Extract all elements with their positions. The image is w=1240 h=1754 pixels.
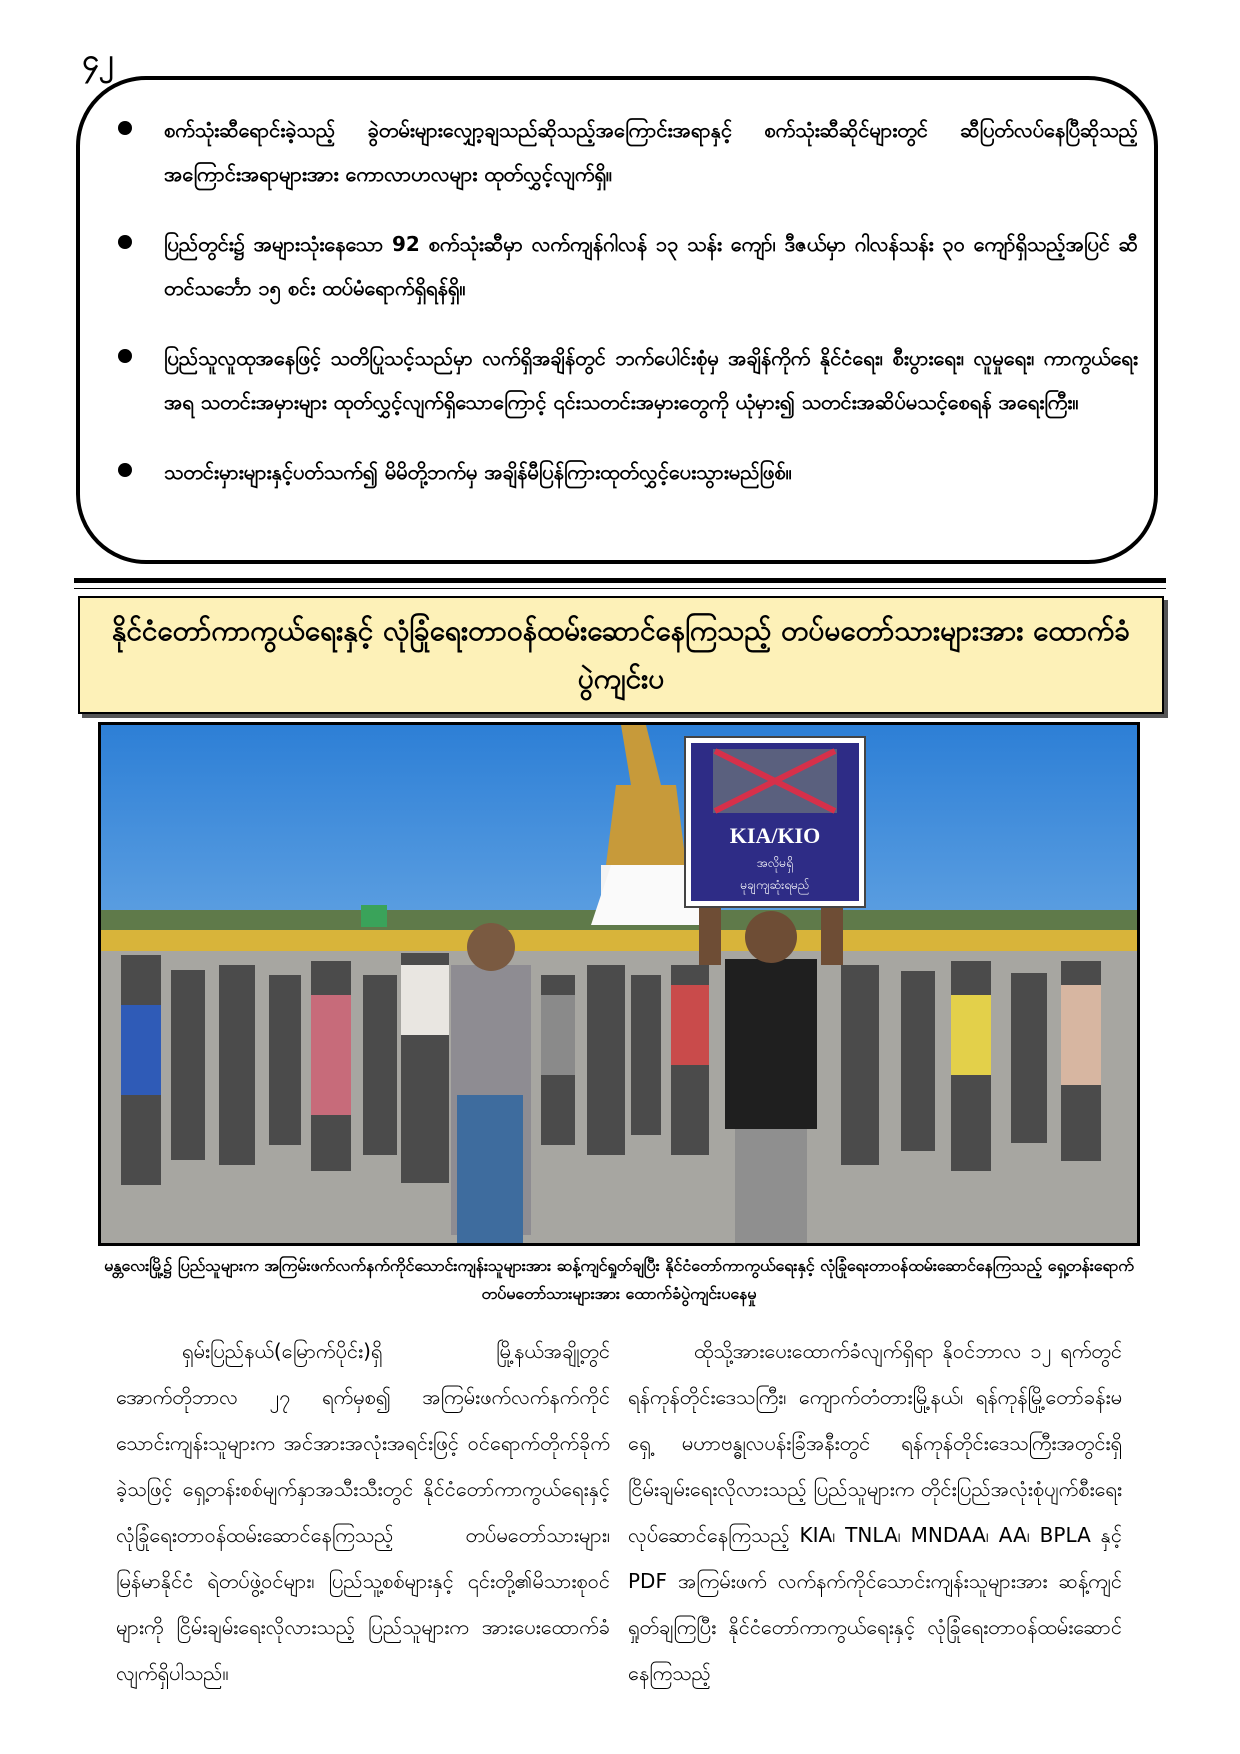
bullet-item: [118, 336, 1138, 424]
article-column-left: [116, 1328, 610, 1696]
bullet-text: စက်သုံးဆီရောင်းခဲ့သည့် ခွဲတမ်းများလျှော့ချသည်ဆိုသည့်အကြောင်းအရာနှင့် စက်သုံးဆီဆိုင်များတွင် ဆီပြတ်လပ်နေပြီဆိုသည့်အကြောင်းအရာများအား ကောလာဟလများ ထုတ်လွှင့်လျက်ရှိ။: [164, 118, 1138, 186]
article-paragraph: ထိုသို့အားပေးထောက်ခံလျက်ရှိရာ နိုဝင်ဘာလ ၁၂ ရက်တွင် ရန်ကုန်တိုင်းဒေသကြီး၊ ကျောက်တံတားမြို့နယ်၊ ရန်ကုန်မြို့တော်ခန်းမရှေ့ မဟာဗန္ဓုလပန်းခြံအနီးတွင် ရန်ကုန်တိုင်းဒေသကြီးအတွင်းရှိ ငြိမ်းချမ်းရေးလိုလားသည့် ပြည်သူများက တိုင်းပြည်အလုံးစုံပျက်စီးရေးလုပ်ဆောင်နေကြသည့် KIA၊ TNLA၊ MNDAA၊ AA၊ BPLA နှင့် PDF အကြမ်းဖက် လက်နက်ကိုင်သောင်းကျန်းသူများအား ဆန့်ကျင်ရှုတ်ချကြပြီး နိုင်ငံတော်ကာကွယ်ရေးနှင့် လုံခြုံရေးတာဝန်ထမ်းဆောင်နေကြသည့်: [628, 1339, 1122, 1685]
notice-bullet-list: [118, 108, 1138, 494]
article-column-right: [628, 1328, 1122, 1696]
headline-banner: [78, 596, 1164, 714]
page-number: ၄၂: [82, 43, 114, 78]
rally-photo: [98, 722, 1140, 1246]
photo-caption: မန္တလေးမြို့၌ ပြည်သူများက အကြမ်းဖက်လက်နက်ကိုင်သောင်းကျန်းသူများအား ဆန့်ကျင်ရှုတ်ချပြီး နိုင်ငံတော်ကာကွယ်ရေးနှင့် လုံခြုံရေးတာဝန်ထမ်းဆောင်နေကြသည့် ရှေ့တန်းရောက် တပ်မတော်သားများအား ထောက်ခံပွဲကျင်းပနေမှု: [104, 1256, 1134, 1303]
bullet-dot-icon: [118, 121, 132, 135]
bullet-item: [118, 222, 1138, 310]
bullet-dot-icon: [118, 349, 132, 363]
sign-text-line1: KIA/KIO: [729, 823, 821, 848]
bullet-dot-icon: [118, 235, 132, 249]
bullet-item: [118, 108, 1138, 196]
bullet-dot-icon: [118, 463, 132, 477]
headline-title: နိုင်ငံတော်ကာကွယ်ရေးနှင့် လုံခြုံရေးတာဝန်ထမ်းဆောင်နေကြသည့် တပ်မတော်သားများအား ထောက်ခံပွဲကျင်းပ: [111, 614, 1131, 695]
bullet-text: သတင်းမှားများနှင့်ပတ်သက်၍ မိမိတို့ဘက်မှ အချိန်မီပြန်ကြားထုတ်လွှင့်ပေးသွားမည်ဖြစ်။: [164, 460, 792, 484]
sign-text-line2: အလိုမရှိ: [756, 856, 794, 870]
sign-text-line3: မုချကျဆုံးရမည်: [740, 878, 810, 892]
section-divider-thin: [74, 588, 1166, 589]
bullet-text: ပြည်တွင်း၌ အများသုံးနေသော 92 စက်သုံးဆီမှာ လက်ကျန်ဂါလန် ၁၃ သန်း ကျော်၊ ဒီဇယ်မှာ ဂါလန်သန်း ၃၀ ကျော်ရှိသည့်အပြင် ဆီတင်သင်္ဘော ၁၅ စင်း ထပ်မံရောက်ရှိရန်ရှိ။: [164, 232, 1138, 300]
bullet-item: [118, 450, 1138, 494]
article-paragraph: ရှမ်းပြည်နယ်(မြောက်ပိုင်း)ရှိ မြို့နယ်အချို့တွင် အောက်တိုဘာလ ၂၇ ရက်မှစ၍ အကြမ်းဖက်လက်နက်ကိုင်သောင်းကျန်းသူများက အင်အားအလုံးအရင်းဖြင့် ဝင်ရောက်တိုက်ခိုက်ခဲ့သဖြင့် ရှေ့တန်းစစ်မျက်နှာအသီးသီးတွင် နိုင်ငံတော်ကာကွယ်ရေးနှင့် လုံခြုံရေးတာဝန်ထမ်းဆောင်နေကြသည့် တပ်မတော်သားများ၊ မြန်မာနိုင်ငံ ရဲတပ်ဖွဲ့ဝင်များ၊ ပြည်သူ့စစ်များနှင့် ၎င်းတို့၏မိသားစုဝင်များကို ငြိမ်းချမ်းရေးလိုလားသည့် ပြည်သူများက အားပေးထောက်ခံလျက်ရှိပါသည်။: [116, 1339, 610, 1685]
section-divider-thick: [74, 578, 1166, 583]
bullet-text: ပြည်သူလူထုအနေဖြင့် သတိပြုသင့်သည်မှာ လက်ရှိအချိန်တွင် ဘက်ပေါင်းစုံမှ အချိန်ကိုက် နိုင်ငံရေး၊ စီးပွားရေး၊ လူမှုရေး၊ ကာကွယ်ရေးအရ သတင်းအမှားများ ထုတ်လွှင့်လျက်ရှိသောကြောင့် ၎င်းသတင်းအမှားတွေကို ယုံမှား၍ သတင်းအဆိပ်မသင့်စေရန် အရေးကြီး။: [164, 346, 1138, 414]
